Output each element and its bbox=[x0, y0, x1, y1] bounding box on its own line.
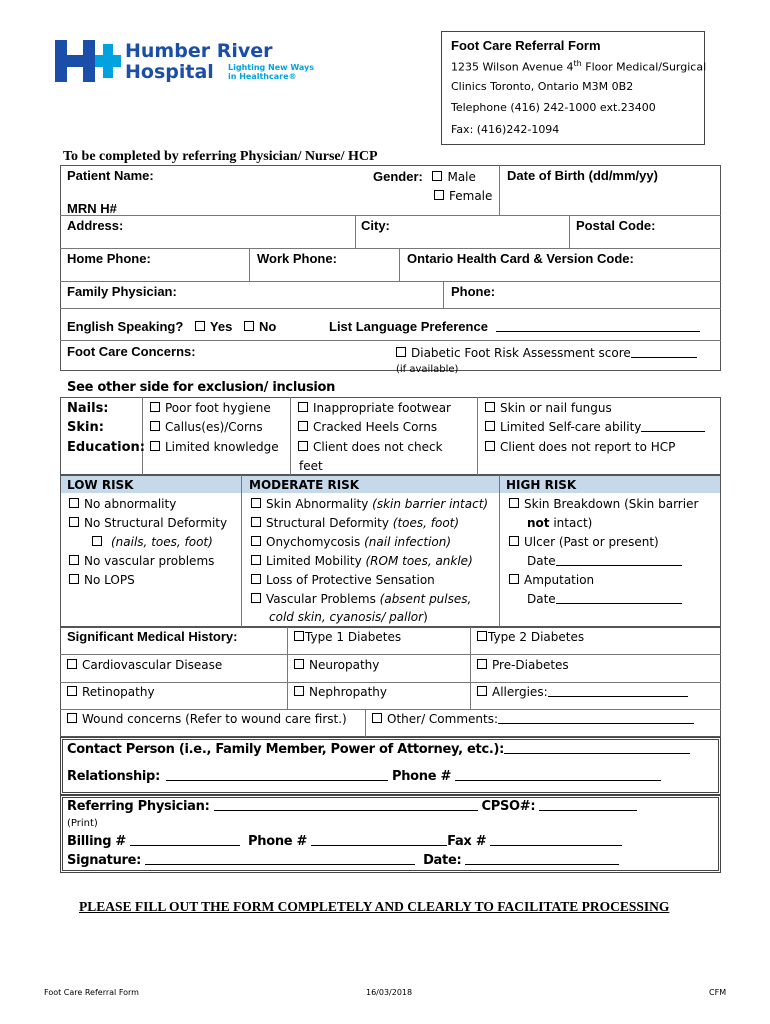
checkbox[interactable] bbox=[69, 498, 79, 508]
checkbox[interactable] bbox=[509, 498, 519, 508]
high-skin-breakdown[interactable] bbox=[509, 497, 698, 511]
gender-field bbox=[373, 169, 476, 184]
high-ulcer[interactable] bbox=[509, 535, 659, 549]
signature-row[interactable] bbox=[67, 853, 619, 868]
label: Neuropathy bbox=[309, 658, 380, 672]
form-title: Foot Care Referral Form bbox=[451, 38, 601, 53]
history-allergies[interactable] bbox=[477, 685, 688, 699]
form-address-line2: Clinics Toronto, Ontario M3M 0B2 bbox=[451, 80, 634, 93]
history-cardio[interactable] bbox=[67, 658, 222, 672]
contact-line[interactable] bbox=[504, 742, 690, 754]
mod-vascular-continued bbox=[269, 610, 428, 624]
history-other[interactable] bbox=[372, 712, 694, 726]
relationship-line[interactable] bbox=[166, 769, 388, 781]
mod-limited-mobility[interactable] bbox=[251, 554, 473, 568]
billing-label: Billing # bbox=[67, 834, 127, 849]
fax-line[interactable] bbox=[490, 834, 622, 846]
mod-skin-abnormality[interactable] bbox=[251, 497, 488, 511]
checkbox[interactable] bbox=[251, 555, 261, 565]
label: Poor foot hygiene bbox=[165, 401, 271, 415]
mod-loss-sensation[interactable] bbox=[251, 573, 435, 587]
low-no-structural-deformity[interactable] bbox=[69, 516, 227, 530]
checkbox[interactable] bbox=[432, 171, 442, 181]
yes-label: Yes bbox=[209, 319, 233, 334]
checkbox[interactable] bbox=[69, 555, 79, 565]
label: Client does not report to HCP bbox=[500, 440, 676, 454]
postal-code-label: Postal Code: bbox=[576, 218, 656, 233]
checkbox[interactable] bbox=[150, 441, 160, 451]
form-telephone: Telephone (416) 242-1000 ext.23400 bbox=[451, 101, 656, 114]
checkbox[interactable] bbox=[372, 713, 382, 723]
contact-person-field[interactable] bbox=[67, 742, 690, 757]
label: Ulcer (Past or present) bbox=[524, 535, 659, 549]
label: Retinopathy bbox=[82, 685, 155, 699]
checkbox[interactable] bbox=[509, 536, 519, 546]
date-line[interactable] bbox=[556, 592, 682, 604]
label: Limited Mobility bbox=[266, 554, 366, 568]
cpso-line[interactable] bbox=[539, 799, 637, 811]
exclusion-poor-hygiene[interactable] bbox=[150, 401, 271, 415]
checkbox[interactable] bbox=[485, 421, 495, 431]
checkbox[interactable] bbox=[298, 402, 308, 412]
foot-care-concerns-label: Foot Care Concerns: bbox=[67, 344, 196, 359]
label: Other/ Comments: bbox=[387, 712, 499, 726]
gender-male-option[interactable] bbox=[432, 170, 475, 184]
gender-label: Gender: bbox=[373, 169, 423, 184]
label: Limited Self-care ability bbox=[500, 420, 642, 434]
label: Relationship: bbox=[67, 769, 160, 784]
female-label: Female bbox=[449, 189, 493, 203]
label: Type 2 Diabetes bbox=[488, 630, 585, 644]
logo-name-line1: Humber River bbox=[125, 40, 273, 62]
high-amputation[interactable] bbox=[509, 573, 594, 587]
addr-part-2: Floor Medical/Surgical bbox=[581, 60, 707, 74]
phone-label: Phone # bbox=[391, 769, 452, 784]
high-risk-title: HIGH RISK bbox=[506, 478, 577, 492]
city-label: City: bbox=[361, 218, 390, 233]
physician-phone-label: Phone: bbox=[451, 284, 496, 299]
label: Callus(es)/Corns bbox=[165, 420, 263, 434]
language-preference-field[interactable] bbox=[329, 319, 700, 334]
completion-notice: PLEASE FILL OUT THE FORM COMPLETELY AND CLEARLY TO FACILITATE PROCESSING bbox=[79, 899, 670, 914]
diabetic-score-line[interactable] bbox=[631, 346, 697, 358]
checkbox[interactable] bbox=[67, 686, 77, 696]
family-physician-label: Family Physician: bbox=[67, 284, 177, 299]
form-fax: Fax: (416)242-1094 bbox=[451, 123, 560, 136]
date-label: Date: bbox=[423, 853, 462, 868]
referring-physician-field[interactable] bbox=[67, 799, 637, 814]
footer-form-name: Foot Care Referral Form bbox=[44, 988, 139, 997]
mod-structural-deformity[interactable] bbox=[251, 516, 459, 530]
low-no-vascular[interactable] bbox=[69, 554, 214, 568]
exclusion-footwear[interactable] bbox=[298, 401, 451, 415]
checkbox[interactable] bbox=[150, 402, 160, 412]
checkbox[interactable] bbox=[251, 593, 261, 603]
hospital-logo bbox=[55, 40, 325, 84]
low-nails-toes-foot[interactable] bbox=[92, 535, 213, 549]
not-bold: not bbox=[527, 516, 550, 530]
exclusion-limited-knowledge[interactable] bbox=[150, 440, 279, 454]
label: Skin Abnormality bbox=[266, 497, 373, 511]
mrn-label: MRN H# bbox=[67, 201, 117, 216]
exclusion-feet-continued: feet bbox=[299, 459, 323, 473]
checkbox[interactable] bbox=[92, 536, 102, 546]
label: Nephropathy bbox=[309, 685, 387, 699]
form-info-box bbox=[441, 31, 705, 145]
contact-phone-line[interactable] bbox=[455, 769, 661, 781]
checkbox[interactable] bbox=[67, 659, 77, 669]
exclusion-not-report[interactable] bbox=[485, 440, 675, 454]
physician-line[interactable] bbox=[214, 799, 478, 811]
label: Type 1 Diabetes bbox=[305, 630, 402, 644]
checkbox[interactable] bbox=[298, 441, 308, 451]
high-not-intact bbox=[527, 516, 592, 530]
addr-part: 1235 Wilson Avenue 4 bbox=[451, 60, 574, 74]
billing-line[interactable] bbox=[130, 834, 240, 846]
addr-sup: th bbox=[573, 59, 582, 68]
footer-date: 16/03/2018 bbox=[366, 988, 413, 997]
print-note: (Print) bbox=[67, 818, 98, 829]
label: Skin or nail fungus bbox=[500, 401, 612, 415]
high-ulcer-date[interactable] bbox=[527, 554, 682, 568]
language-label: List Language Preference bbox=[329, 319, 488, 334]
label: Amputation bbox=[524, 573, 595, 587]
low-no-abnormality[interactable] bbox=[69, 497, 176, 511]
billing-row[interactable] bbox=[67, 834, 622, 849]
label: Cardiovascular Disease bbox=[82, 658, 223, 672]
label: intact) bbox=[549, 516, 593, 530]
signature-date-line[interactable] bbox=[465, 853, 619, 865]
label: Vascular Problems bbox=[266, 592, 380, 606]
history-prediabetes[interactable] bbox=[477, 658, 569, 672]
date-line[interactable] bbox=[556, 554, 682, 566]
checkbox[interactable] bbox=[434, 190, 444, 200]
diabetic-risk-field[interactable] bbox=[396, 346, 697, 360]
label: Client does not check bbox=[313, 440, 443, 454]
english-yes-option[interactable] bbox=[195, 319, 232, 334]
checkbox[interactable] bbox=[251, 498, 261, 508]
checkbox[interactable] bbox=[485, 441, 495, 451]
label: Wound concerns (Refer to wound care first.) bbox=[82, 712, 347, 726]
checkbox[interactable] bbox=[477, 686, 487, 696]
cpso-label: CPSO#: bbox=[481, 799, 536, 814]
label: Skin Breakdown (Skin barrier bbox=[524, 497, 699, 511]
label: Cracked Heels Corns bbox=[313, 420, 438, 434]
checkbox[interactable] bbox=[244, 321, 254, 331]
history-title: Significant Medical History: bbox=[67, 629, 238, 644]
label: No LOPS bbox=[84, 573, 135, 587]
checkbox[interactable] bbox=[298, 421, 308, 431]
education-label: Education: bbox=[67, 440, 145, 455]
checkbox[interactable] bbox=[69, 517, 79, 527]
label: Pre-Diabetes bbox=[492, 658, 569, 672]
history-nephropathy[interactable] bbox=[294, 685, 387, 699]
patient-name-label: Patient Name: bbox=[67, 168, 154, 183]
no-label: No bbox=[258, 319, 277, 334]
note: (absent pulses, bbox=[379, 592, 472, 606]
skin-label: Skin: bbox=[67, 420, 104, 435]
footer-code: CFM bbox=[709, 988, 727, 997]
male-label: Male bbox=[447, 170, 476, 184]
self-care-line[interactable] bbox=[641, 420, 705, 432]
checkbox[interactable] bbox=[294, 659, 304, 669]
checkbox[interactable] bbox=[195, 321, 205, 331]
note: cold skin, cyanosis/ pallor bbox=[269, 610, 424, 624]
allergies-line[interactable] bbox=[548, 685, 688, 697]
exclusion-heading: See other side for exclusion/ inclusion bbox=[67, 380, 336, 395]
label: Allergies: bbox=[492, 685, 548, 699]
logo-tagline-1: Lighting New Ways bbox=[228, 63, 314, 72]
label: Loss of Protective Sensation bbox=[266, 573, 435, 587]
high-amputation-date[interactable] bbox=[527, 592, 682, 606]
note: (ROM toes, ankle) bbox=[365, 554, 473, 568]
exclusion-self-care[interactable] bbox=[485, 420, 705, 434]
diabetic-label: Diabetic Foot Risk Assessment score bbox=[411, 346, 631, 360]
referrer-phone-line[interactable] bbox=[311, 834, 447, 846]
moderate-risk-title: MODERATE RISK bbox=[249, 478, 360, 492]
comments-line[interactable] bbox=[498, 712, 694, 724]
checkbox[interactable] bbox=[251, 574, 261, 584]
label: Date bbox=[527, 592, 556, 606]
label: Limited knowledge bbox=[165, 440, 279, 454]
english-speaking-field bbox=[67, 319, 276, 334]
history-type2[interactable] bbox=[477, 630, 584, 644]
gender-female-option[interactable] bbox=[434, 189, 492, 203]
dob-label: Date of Birth (dd/mm/yy) bbox=[507, 168, 658, 183]
label: No vascular problems bbox=[84, 554, 215, 568]
form-address-line1 bbox=[451, 59, 706, 74]
address-label: Address: bbox=[67, 218, 124, 233]
checkbox[interactable] bbox=[294, 686, 304, 696]
label: No Structural Deformity bbox=[84, 516, 228, 530]
health-card-label: Ontario Health Card & Version Code: bbox=[407, 251, 634, 266]
intro-text: To be completed by referring Physician/ Nurse/ HCP bbox=[63, 149, 378, 164]
checkbox[interactable] bbox=[477, 659, 487, 669]
work-phone-label: Work Phone: bbox=[257, 251, 337, 266]
history-neuropathy[interactable] bbox=[294, 658, 379, 672]
label: Inappropriate footwear bbox=[313, 401, 451, 415]
note: (nail infection) bbox=[364, 535, 452, 549]
checkbox[interactable] bbox=[251, 517, 261, 527]
english-label: English Speaking? bbox=[67, 319, 184, 334]
phone-label: Phone # bbox=[248, 834, 308, 849]
paren: ) bbox=[423, 610, 428, 624]
history-type1[interactable] bbox=[294, 630, 401, 644]
checkbox[interactable] bbox=[294, 631, 304, 641]
low-risk-title: LOW RISK bbox=[67, 478, 134, 492]
logo-tagline-2: in Healthcare® bbox=[228, 72, 297, 81]
checkbox[interactable] bbox=[485, 402, 495, 412]
checkbox[interactable] bbox=[509, 574, 519, 584]
fax-label: Fax # bbox=[447, 834, 487, 849]
exclusion-does-not-check[interactable] bbox=[298, 440, 443, 454]
checkbox[interactable] bbox=[69, 574, 79, 584]
label: Onychomycosis bbox=[266, 535, 365, 549]
note: (toes, foot) bbox=[392, 516, 460, 530]
history-retinopathy[interactable] bbox=[67, 685, 155, 699]
history-wound[interactable] bbox=[67, 712, 347, 726]
label: (nails, toes, foot) bbox=[111, 535, 213, 549]
label: Structural Deformity bbox=[266, 516, 393, 530]
exclusion-fungus[interactable] bbox=[485, 401, 612, 415]
signature-line[interactable] bbox=[145, 853, 415, 865]
checkbox[interactable] bbox=[251, 536, 261, 546]
checkbox[interactable] bbox=[396, 347, 406, 357]
note: (skin barrier intact) bbox=[372, 497, 489, 511]
if-available-note: (if available) bbox=[396, 364, 459, 375]
label: No abnormality bbox=[84, 497, 177, 511]
low-no-lops[interactable] bbox=[69, 573, 135, 587]
logo-name-line2: Hospital bbox=[125, 61, 214, 83]
home-phone-label: Home Phone: bbox=[67, 251, 151, 266]
exclusion-cracked-heels[interactable] bbox=[298, 420, 437, 434]
label: Referring Physician: bbox=[67, 799, 210, 814]
checkbox[interactable] bbox=[150, 421, 160, 431]
relationship-field[interactable] bbox=[67, 769, 661, 784]
mod-vascular-problems[interactable] bbox=[251, 592, 471, 606]
mod-onychomycosis[interactable] bbox=[251, 535, 451, 549]
nails-label: Nails: bbox=[67, 401, 109, 416]
checkbox[interactable] bbox=[477, 631, 487, 641]
label: Date bbox=[527, 554, 556, 568]
language-line[interactable] bbox=[496, 320, 700, 332]
exclusion-callus-corns[interactable] bbox=[150, 420, 263, 434]
checkbox[interactable] bbox=[67, 713, 77, 723]
english-no-option[interactable] bbox=[244, 319, 276, 334]
logo-mark-icon bbox=[55, 40, 121, 82]
signature-label: Signature: bbox=[67, 853, 142, 868]
label: Contact Person (i.e., Family Member, Power of Attorney, etc.): bbox=[67, 742, 505, 757]
